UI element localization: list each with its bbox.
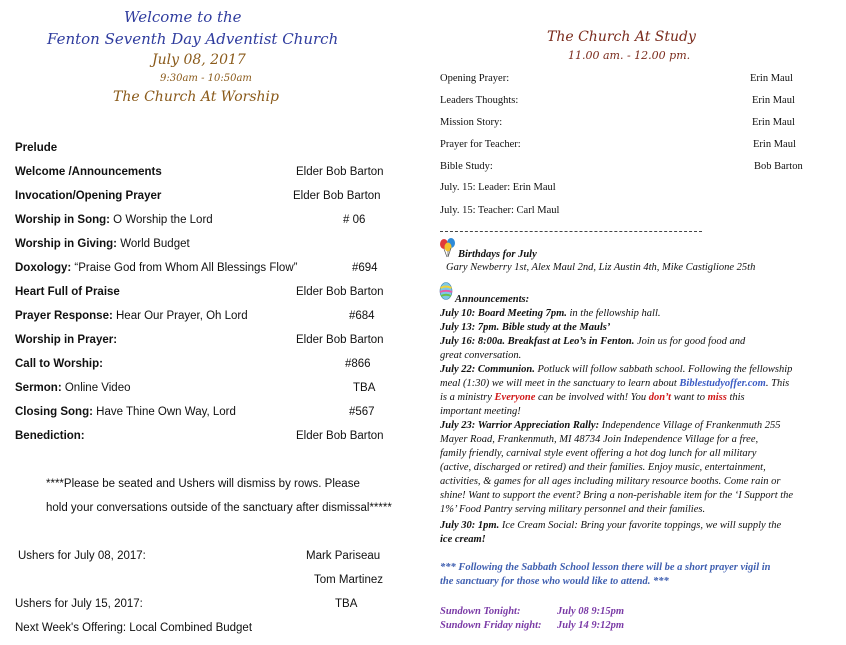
- ice-cream-line-2: ice cream!: [440, 534, 486, 545]
- worship-item-assignment: #684: [349, 310, 375, 322]
- worship-item-title: Welcome /Announcements: [15, 166, 162, 178]
- study-role-name: Erin Maul: [752, 95, 795, 106]
- announcement-communion-2: meal (1:30) we will meet in the sanctuary to learn about Biblestudyoffer.com. This: [440, 378, 790, 389]
- announcement-communion: July 22: Communion. Potluck will follow sabbath school. Following the fellowship: [440, 364, 793, 375]
- biblestudyoffer-link[interactable]: Biblestudyoffer.com: [679, 378, 766, 389]
- balloons-icon: [439, 238, 457, 262]
- worship-item-detail: Hear Our Prayer, Oh Lord: [112, 310, 248, 322]
- service-time: 9:30am - 10:50am: [160, 73, 252, 84]
- worship-item-detail: Have Thine Own Way, Lord: [92, 406, 236, 418]
- worship-item-title: Heart Full of Praise: [15, 286, 120, 298]
- sundown-friday-value: July 14 9:12pm: [557, 620, 625, 631]
- worship-item-assignment: Elder Bob Barton: [296, 286, 384, 298]
- worship-item-label: [15, 406, 236, 418]
- worship-item-title: Worship in Giving:: [15, 238, 118, 250]
- vigil-line-2: the sanctuary for those who would like to attend. ***: [440, 576, 669, 587]
- study-time: 11.00 am. - 12.00 pm.: [568, 49, 691, 62]
- announcement-communion-4: important meeting!: [440, 406, 521, 417]
- worship-item-label: [15, 358, 103, 370]
- worship-item-label: [15, 238, 190, 250]
- study-role-name: Erin Maul: [750, 73, 793, 84]
- worship-item-label: [15, 166, 162, 178]
- announcement-breakfast-cont: great conversation.: [440, 350, 522, 361]
- study-role-label: Prayer for Teacher:: [440, 139, 521, 150]
- worship-item-title: Call to Worship:: [15, 358, 103, 370]
- service-date: July 08, 2017: [152, 52, 246, 68]
- notice-line-1: ****Please be seated and Ushers will dismiss by rows. Please: [46, 478, 360, 490]
- announcement-communion-3: is a ministry Everyone can be involved with! You don’t want to miss this: [440, 392, 745, 403]
- worship-item-title: Prayer Response:: [15, 310, 113, 322]
- worship-item-detail: “Praise God from Whom All Blessings Flow”: [71, 262, 298, 274]
- announcements-title: Announcements:: [455, 294, 530, 305]
- next-teacher: July. 15: Teacher: Carl Maul: [440, 205, 560, 216]
- rally-line-5: activities, & games for all ages including military resource booths. Come rain or: [440, 476, 781, 487]
- worship-item-title: Invocation/Opening Prayer: [15, 190, 162, 202]
- announcement-ice-cream: July 30: 1pm. Ice Cream Social: Bring your favorite toppings, we will supply the: [440, 520, 782, 531]
- church-name: Fenton Seventh Day Adventist Church: [47, 30, 339, 48]
- worship-item-assignment: Elder Bob Barton: [296, 166, 384, 178]
- worship-item-title: Prelude: [15, 142, 58, 154]
- usher-next-name: TBA: [335, 598, 358, 610]
- worship-item-detail: World Budget: [117, 238, 190, 250]
- worship-item-assignment: Elder Bob Barton: [293, 190, 381, 202]
- study-role-label: Opening Prayer:: [440, 73, 510, 84]
- study-role-name: Erin Maul: [752, 117, 795, 128]
- birthdays-list: [446, 262, 755, 273]
- worship-item-label: [15, 310, 248, 322]
- rally-line-6: shine! Want to support the event? Bring a non-perishable item for the ‘I Support the: [440, 490, 794, 501]
- worship-item-label: [15, 214, 213, 226]
- worship-item-detail: Online Video: [61, 382, 131, 394]
- birthdays-title: Birthdays for July: [458, 249, 537, 260]
- study-role-label: Bible Study:: [440, 161, 493, 172]
- rally-line-4: (active, discharged or retired) and their families. Enjoy music, entertainment,: [440, 462, 766, 473]
- worship-item-assignment: Elder Bob Barton: [296, 430, 384, 442]
- study-role-name: Erin Maul: [753, 139, 796, 150]
- worship-item-label: [15, 286, 120, 298]
- rally-line-3: family friendly, carnival style event offering a hot dog lunch for all military: [440, 448, 757, 459]
- offering-value: Local Combined Budget: [126, 622, 253, 634]
- study-title: The Church At Study: [547, 29, 696, 45]
- worship-item-title: Benediction:: [15, 430, 85, 442]
- worship-item-label: [15, 334, 117, 346]
- worship-item-assignment: TBA: [353, 382, 376, 394]
- welcome-line: Welcome to the: [124, 8, 242, 26]
- worship-item-title: Closing Song:: [15, 406, 93, 418]
- ushers-this-week-label: Ushers for July 08, 2017:: [18, 550, 146, 562]
- rally-line-7: 1%’ Food Pantry serving military personnel and their families.: [440, 504, 706, 515]
- usher-name-1: Mark Pariseau: [306, 550, 381, 562]
- sundown-tonight-label: Sundown Tonight:: [440, 606, 521, 617]
- worship-item-label: [15, 142, 57, 154]
- worship-title: The Church At Worship: [113, 89, 279, 105]
- worship-item-assignment: #866: [345, 358, 371, 370]
- worship-item-label: [15, 190, 161, 202]
- announcement-board-meeting: July 10: Board Meeting 7pm. in the fellowship hall.: [440, 308, 661, 319]
- section-divider: [440, 231, 702, 232]
- worship-item-label: [15, 430, 85, 442]
- worship-item-assignment: #694: [352, 262, 378, 274]
- study-role-label: Mission Story:: [440, 117, 503, 128]
- worship-item-label: [15, 382, 131, 394]
- easter-egg-icon: [439, 281, 453, 304]
- worship-item-assignment: #567: [349, 406, 375, 418]
- worship-item-label: [15, 262, 297, 274]
- worship-item-title: Doxology:: [15, 262, 72, 274]
- sundown-tonight-value: July 08 9:15pm: [557, 606, 625, 617]
- next-leader: July. 15: Leader: Erin Maul: [440, 182, 556, 193]
- ushers-next-week-label: Ushers for July 15, 2017:: [15, 598, 143, 610]
- announcement-breakfast: July 16: 8:00a. Breakfast at Leo’s in Fenton. Join us for good food and: [440, 336, 746, 347]
- worship-item-assignment: # 06: [343, 214, 366, 226]
- worship-item-assignment: Elder Bob Barton: [296, 334, 384, 346]
- offering-label: Next Week's Offering:: [15, 622, 127, 634]
- study-role-label: Leaders Thoughts:: [440, 95, 519, 106]
- sundown-friday-label: Sundown Friday night:: [440, 620, 542, 631]
- announcement-warrior-rally: July 23: Warrior Appreciation Rally: Independence Village of Frankenmuth 255: [440, 420, 781, 431]
- worship-item-title: Sermon:: [15, 382, 62, 394]
- worship-item-title: Worship in Prayer:: [15, 334, 118, 346]
- next-offering: [15, 622, 252, 634]
- notice-line-2: hold your conversations outside of the sanctuary after dismissal*****: [46, 502, 392, 514]
- vigil-line-1: *** Following the Sabbath School lesson there will be a short prayer vigil in: [440, 562, 771, 573]
- worship-item-detail: O Worship the Lord: [109, 214, 213, 226]
- birthdays-names: Gary Newberry 1st, Alex Maul 2nd, Liz Austin 4th, Mike Castiglione 25th: [446, 262, 756, 273]
- rally-line-2: Mayer Road, Frankenmuth, MI 48734 Join Independence Village for a free,: [440, 434, 759, 445]
- announcement-bible-study: July 13: 7pm. Bible study at the Mauls’: [440, 322, 611, 333]
- usher-name-2: Tom Martinez: [314, 574, 384, 586]
- study-role-name: Bob Barton: [754, 161, 803, 172]
- worship-item-title: Worship in Song:: [15, 214, 110, 226]
